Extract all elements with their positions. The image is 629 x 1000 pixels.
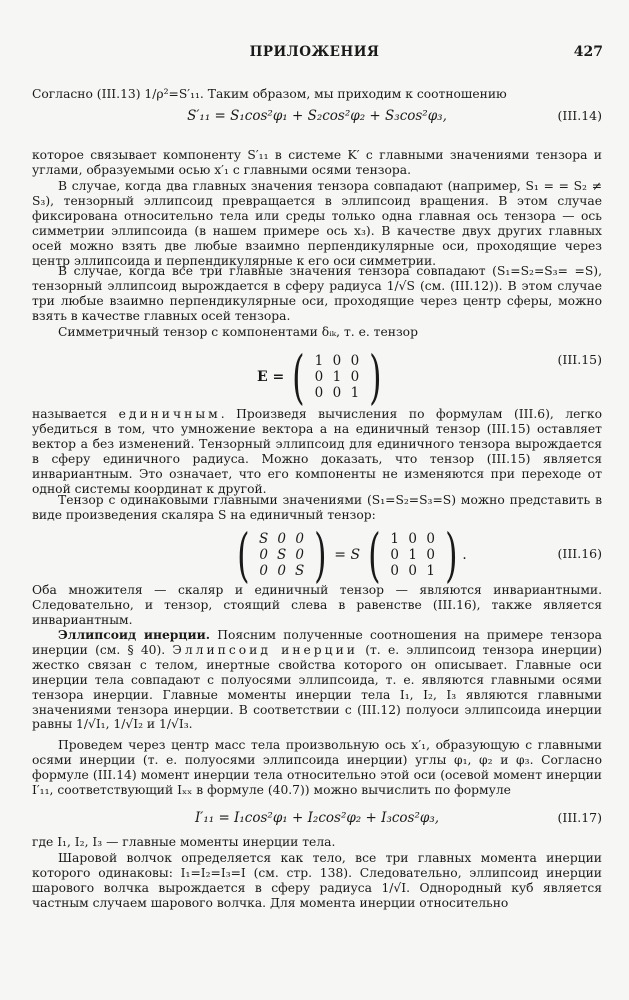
equation-formula: I′₁₁ = I₁cos²φ₁ + I₂cos²φ₂ + I₃cos²φ₃, [194, 810, 440, 826]
paragraph-arbitrary-axis: Проведем через центр масс тела произвольную ось x′₁, образующую с главными осями инерции (т. е. полуосями эллипсоида инерции) углы φ₁, φ₂ и φ₃. Согласно формуле (III.14) момент инерции тела относительно этой оси (осевой момент инерции I′₁₁, соответствующий Iₓₓ в формуле (40.7)) можно вычислить по формуле [32, 738, 602, 797]
equation-iii-17 [32, 808, 602, 830]
paragraph-spherical-top: Шаровой волчок определяется как тело, все три главных момента инерции которого одинаковы: I₁=I₂=I₃=I (см. стр. 138). Следовательно, эллипсоид инерции шарового волчка вырождается в сферу радиуса 1/√I. Однородный куб является частным случаем шарового волчка. Для момента инерции относительно [32, 851, 602, 910]
paragraph-two-equal: В случае, когда два главных значения тензора совпадают (например, S₁ = = S₂ ≠ S₃), тензорный эллипсоид превращается в эллипсоид вращения. В этом случае фиксирована относительно тела или среды только одна главная ось тензора — ось симметрии эллипсоида (в нашем примере ось x₃). В качестве двух других главных осей можно взять две любые взаимно перпендикулярные оси, проходящие через центр эллипсоида и перпендикулярные к его оси симметрии. [32, 179, 602, 268]
paragraph-invariant: Оба множителя — скаляр и единичный тензор — являются инвариантными. Следовательно, и тензор, стоящий слева в равенстве (III.16), также является инвариантным. [32, 583, 602, 627]
paragraph-symmetric-tensor: Симметричный тензор с компонентами δᵢₖ, т. е. тензор [58, 325, 418, 339]
equation-number: (III.14) [557, 108, 602, 123]
paragraph-unit-tensor: называется единичным. Произведя вычисления по формулам (III.6), легко убедиться в том, что умножение вектора a на единичный тензор (III.15) оставляет вектор a без изменений. Тензорный эллипсоид для единичного тензора вырождается в сферу единичного радиуса. Можно доказать, что тензор (III.15) является инвариантным. Это означает, что его компоненты не изменяются при переходе от одной системы координат к другой. [32, 407, 602, 496]
right-paren: ) [369, 343, 382, 411]
paragraph-inertia-ellipsoid: Эллипсоид инерции. Поясним полученные соотношения на примере тензора инерции (см. § 40). Эллипсоид инерции (т. е. эллипсоид тензора инерции) жестко связан с телом, инертные свойства которого он описывает. Главные оси инерции тела совпадают с полуосями эллипсоида, т. е. являются главными осями тензора инерции. Главные моменты инерции тела I₁, I₂, I₃ являются главными значениями тензора инерции. В соответствии с (III.12) полуоси эллипсоида инерции равны 1/√I₁, 1/√I₂ и 1/√I₃. [32, 627, 603, 732]
paragraph-scalar-product: Тензор с одинаковыми главными значениями (S₁=S₂=S₃=S) можно представить в виде произведения скаляра S на единичный тензор: [32, 493, 602, 522]
tensor-symbol: E = [257, 369, 285, 385]
equation-number: (III.16) [557, 546, 602, 561]
page-number: 427 [573, 44, 603, 60]
term-unit: единичным [118, 407, 221, 421]
equation-formula: S′₁₁ = S₁cos²φ₁ + S₂cos²φ₂ + S₃cos²φ₃, [187, 108, 447, 124]
paragraph-intro: Согласно (III.13) 1/ρ²=S′₁₁. Таким образом, мы приходим к соотношению [32, 87, 507, 101]
equation-iii-15 [32, 343, 602, 411]
left-paren: ( [292, 343, 305, 411]
equation-iii-16: ( S 0 0 0 S 0 0 0 S ) = S ( 1 0 0 0 1 0 0 0 1 ) . (III.16) [237, 521, 602, 589]
running-header [0, 44, 629, 64]
unit-matrix: 1 0 0 0 1 0 0 0 1 [390, 531, 435, 579]
scalar-matrix: S 0 0 0 S 0 0 0 S [259, 531, 305, 579]
paragraph-component: которое связывает компоненту S′₁₁ в системе K′ с главными значениями тензора и углами, образуемыми осью x′₁ с главными осями тензора. [32, 148, 602, 177]
scalar-factor: = S [334, 547, 361, 563]
equation-number: (III.17) [557, 810, 602, 825]
term-inertia-ellipsoid: Эллипсоид инерции [172, 642, 358, 657]
equation-iii-14 [32, 106, 602, 128]
paragraph-principal-moments: где I₁, I₂, I₃ — главные моменты инерции тела. [32, 835, 336, 849]
header-title: ПРИЛОЖЕНИЯ [249, 44, 380, 60]
paragraph-three-equal: В случае, когда все три главные значения тензора совпадают (S₁=S₂=S₃= =S), тензорный эллипсоид вырождается в сферу радиуса 1/√S (см. (III.12)). В этом случае три любые взаимно перпендикулярные оси, проходящие через центр сферы, можно взять в качестве главных осей тензора. [32, 264, 602, 323]
unit-matrix: 1 0 0 0 1 0 0 0 1 [314, 353, 360, 401]
section-heading: Эллипсоид инерции. [58, 627, 211, 642]
equation-number: (III.15) [557, 352, 602, 367]
